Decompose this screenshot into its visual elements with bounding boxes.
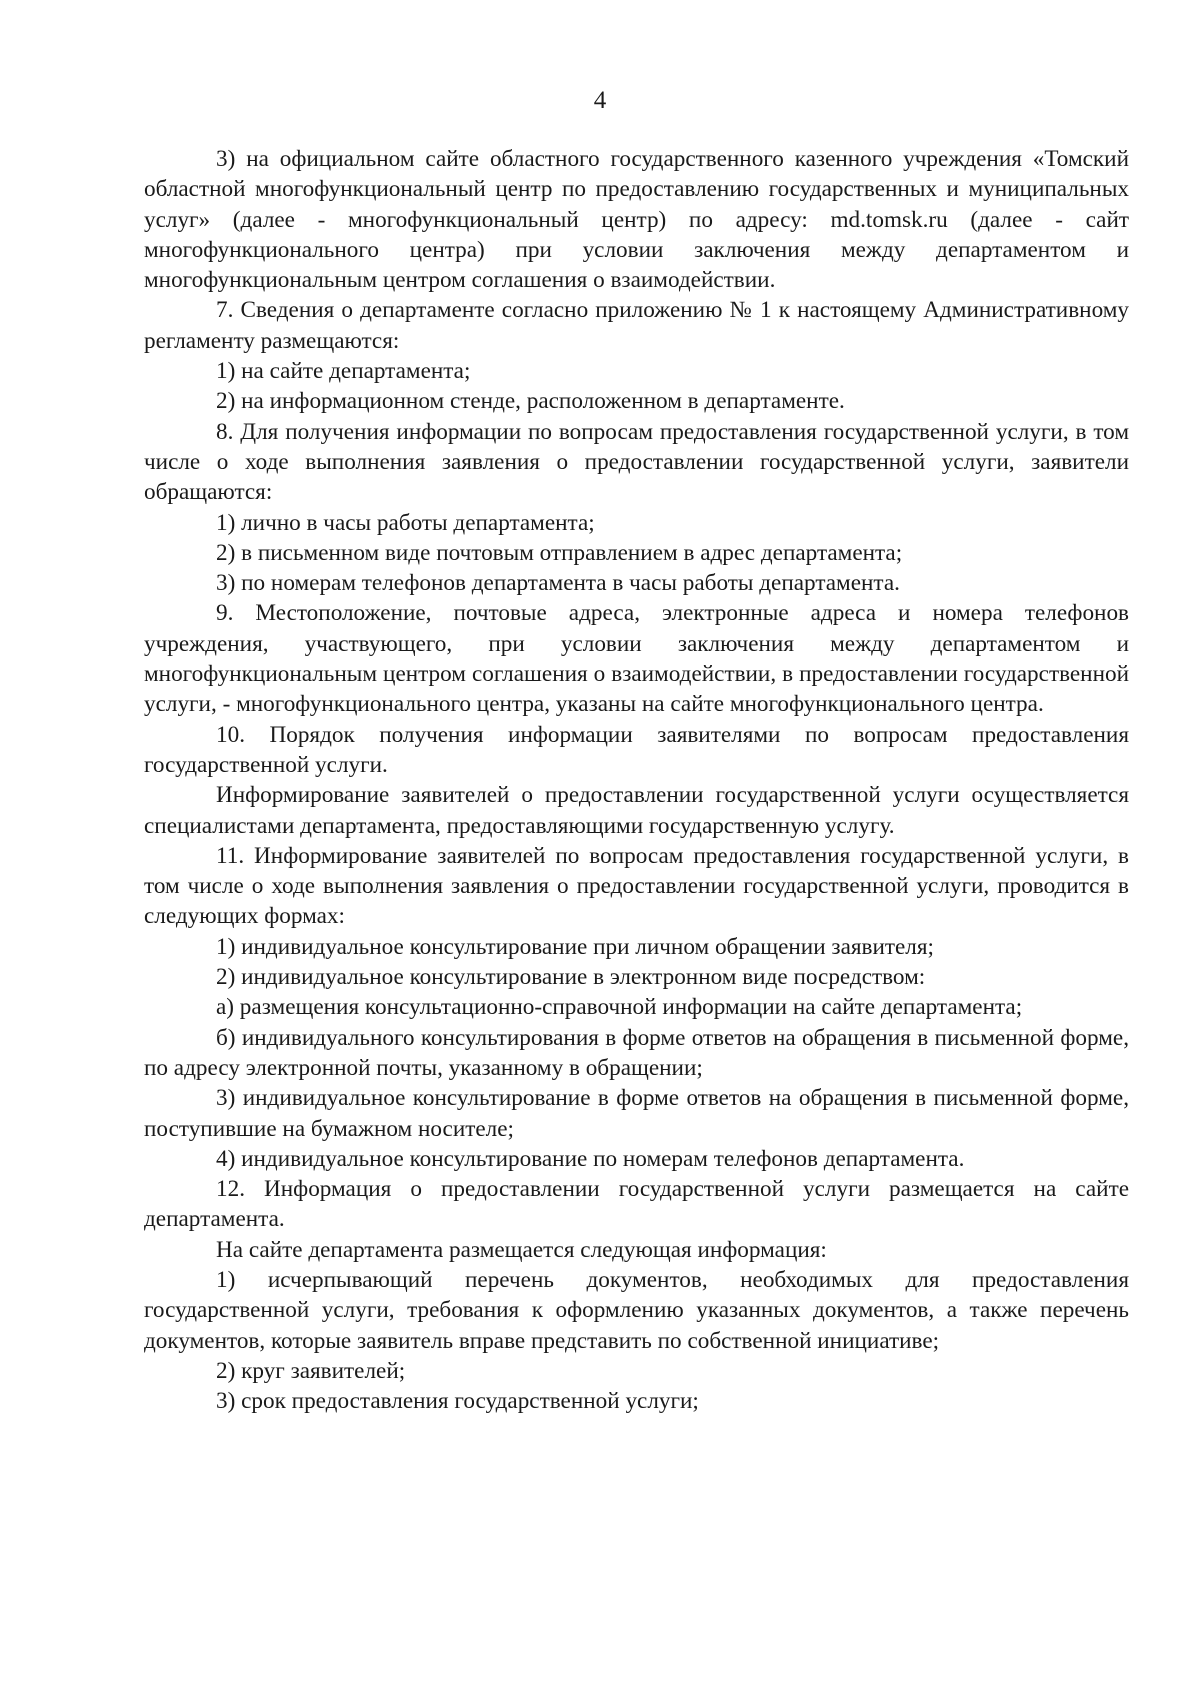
- paragraph-9-location: 9. Местоположение, почтовые адреса, электронные адреса и номера телефонов учреждения, участвующего, при условии заключения между департаментом и многофункциональным центром соглашения о взаимодействии, в предоставлении государственной услуги, - многофункционального центра, указаны на сайте многофункционального центра.: [144, 600, 1129, 718]
- paragraph-8-obtaining-info: 8. Для получения информации по вопросам предоставления государственной услуги, в том числе о ходе выполнения заявления о предоставлении государственной услуги, заявители обращаются:: [144, 418, 1129, 506]
- paragraph-7-department-info: 7. Сведения о департаменте согласно приложению № 1 к настоящему Административному регламенту размещаются:: [144, 297, 1129, 354]
- paragraph-item: 3) по номерам телефонов департамента в часы работы департамента.: [216, 570, 900, 597]
- paragraph-item: 1) на сайте департамента;: [216, 358, 471, 385]
- paragraph-item: 2) круг заявителей;: [216, 1357, 406, 1384]
- paragraph-site-info: На сайте департамента размещается следующая информация:: [216, 1236, 827, 1263]
- paragraph-12-info-placement: 12. Информация о предоставлении государственной услуги размещается на сайте департамента.: [144, 1176, 1129, 1233]
- paragraph-subitem: а) размещения консультационно-справочной информации на сайте департамента;: [216, 994, 1023, 1021]
- paragraph-item: 3) индивидуальное консультирование в форме ответов на обращения в письменной форме, поступившие на бумажном носителе;: [144, 1085, 1129, 1142]
- paragraph-informing: Информирование заявителей о предоставлении государственной услуги осуществляется специалистами департамента, предоставляющими государственную услугу.: [144, 782, 1129, 839]
- paragraph-item: 1) индивидуальное консультирование при личном обращении заявителя;: [216, 933, 934, 960]
- paragraph-item: 3) срок предоставления государственной услуги;: [216, 1388, 699, 1415]
- paragraph-item: 2) в письменном виде почтовым отправлением в адрес департамента;: [216, 539, 903, 566]
- paragraph-item: 1) исчерпывающий перечень документов, необходимых для предоставления государственной услуги, требования к оформлению указанных документов, а также перечень документов, которые заявитель вправе представить по собственной инициативе;: [144, 1266, 1129, 1354]
- paragraph-subitem: б) индивидуального консультирования в форме ответов на обращения в письменной форме, по адресу электронной почты, указанному в обращении;: [144, 1024, 1129, 1081]
- paragraph-item: 4) индивидуальное консультирование по номерам телефонов департамента.: [216, 1145, 965, 1172]
- paragraph-item: 1) лично в часы работы департамента;: [216, 509, 595, 536]
- document-body: [144, 144, 1129, 1416]
- paragraph-11-forms: 11. Информирование заявителей по вопросам предоставления государственной услуги, в том числе о ходе выполнения заявления о предоставлении государственной услуги, проводится в следующих формах:: [144, 842, 1129, 930]
- page-number: 4: [593, 87, 607, 114]
- paragraph-item-3-official-site-mfc: 3) на официальном сайте областного государственного казенного учреждения «Томский областной многофункциональный центр по предоставлению государственных и муниципальных услуг» (далее - многофункциональный центр) по адресу: md.tomsk.ru (далее - сайт многофункционального центра) при условии заключения между департаментом и многофункциональным центром соглашения о взаимодействии.: [144, 146, 1129, 294]
- paragraph-item: 2) на информационном стенде, расположенном в департаменте.: [216, 388, 845, 415]
- paragraph-10-procedure: 10. Порядок получения информации заявителями по вопросам предоставления государственной услуги.: [144, 721, 1129, 778]
- paragraph-item: 2) индивидуальное консультирование в электронном виде посредством:: [216, 964, 926, 991]
